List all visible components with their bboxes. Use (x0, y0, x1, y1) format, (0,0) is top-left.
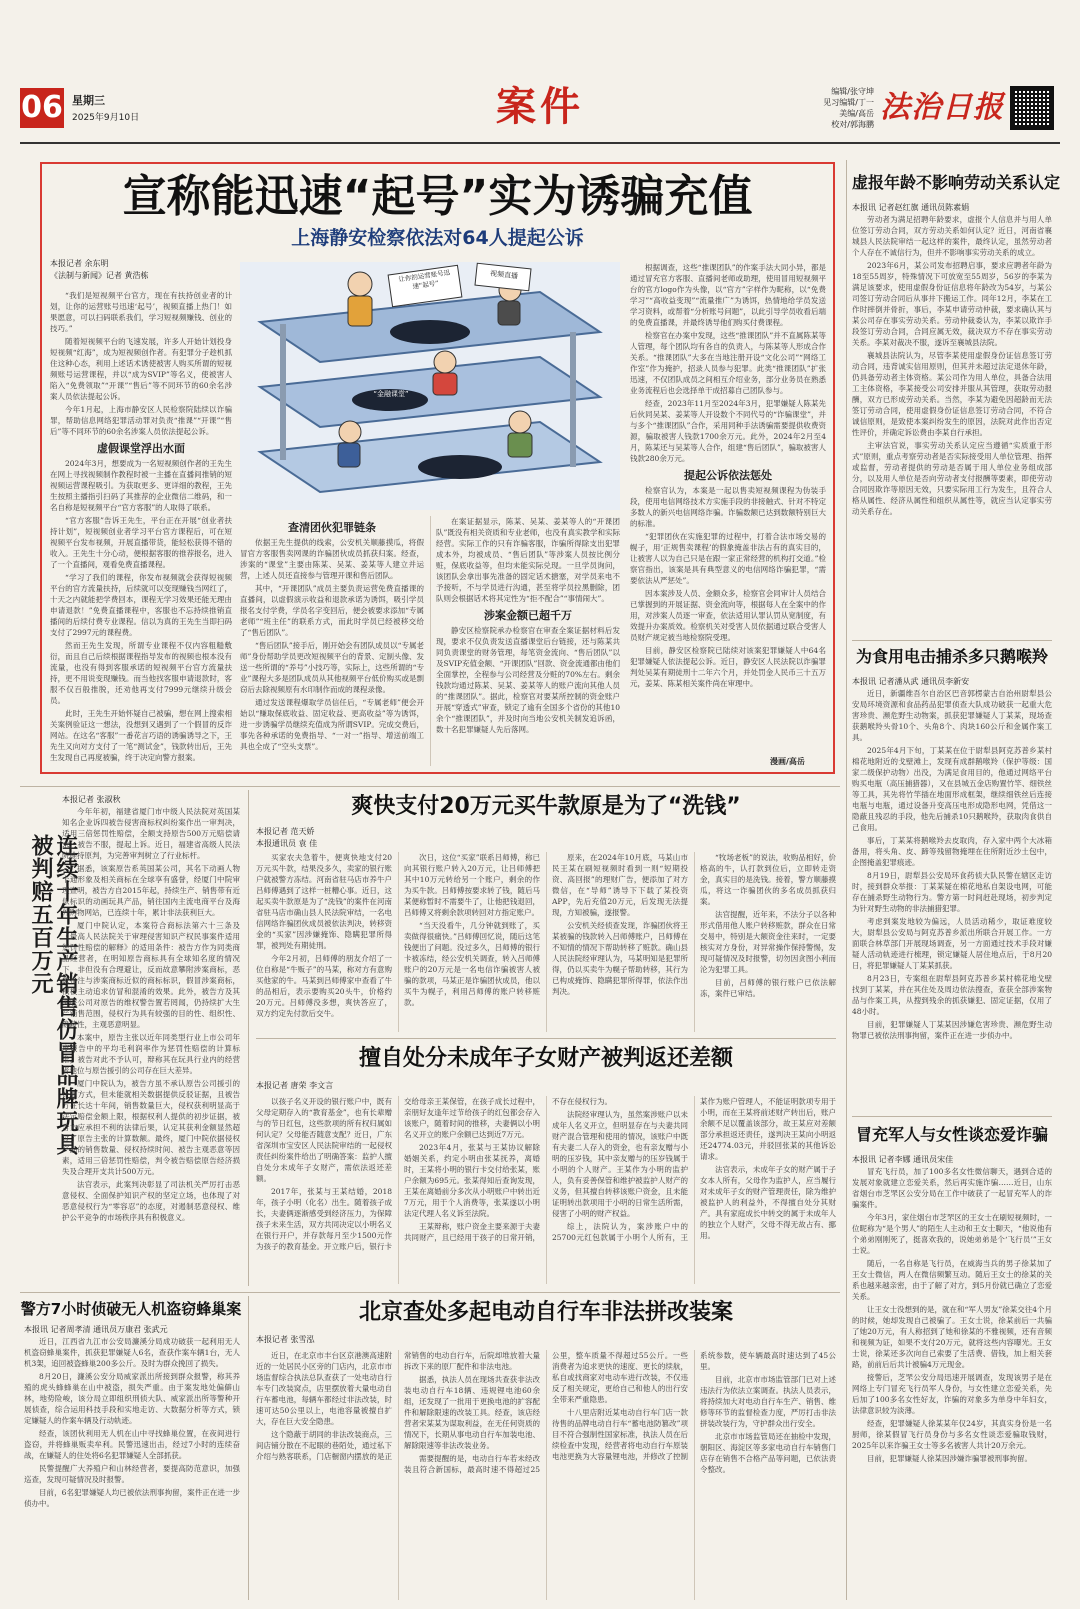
right-bottom-title: 冒充军人与女性谈恋爱诈骗 (855, 1125, 1048, 1144)
lead-subhead: 涉案金额已超千万 (484, 609, 572, 622)
paragraph: 目前，北京市市场监管部门已对上述违法行为依法立案调查。执法人员表示，将持续加大对电动自行车生产、销售、维修等环节的监督检查力度，严厉打击非法拼装改装行为，守护群众出行安全。 (700, 1375, 836, 1428)
column-rule (846, 160, 847, 1600)
paragraph: 2017年，张某与王某结婚，2018年，孩子小明（化名）出生。随着孩子成长，夫妻俩逐渐感受到经济压力，为保障孩子未来生活，双方共同决定以小明名义在银行开户，并存款每月至少1500元作为孩子的教育基金。开立账户后，银行卡交给母亲王某保管，在孩子成长过程中，亲朋好友逢年过节给孩子的红包都会存入该账户，随着时间的推移，夫妻俩以小明名义开立的账户余额已达到近7万元。 (256, 1097, 540, 1251)
paragraph: 买家农夫急着牛，便爽快地支付20万元买牛款，结果没多久，卖家的银行账户就被警方冻结。河南省驻马店市养牛户吕师傅遇到了这样一桩糟心事。近日，这起买卖牛款原是为了“洗钱”的案件在河南省驻马店市确山县人民法院审结，一名电信网络诈骗团伙成员被依法判决，转移资金的“买家”因涉嫌掩饰、隐瞒犯罪所得罪，被判处有期徒刑。 (256, 853, 392, 950)
lead-subhead: 提起公诉依法惩处 (684, 469, 772, 482)
paragraph: “售后团队”接手后，刚开始会有团队成员以“专属老师”身份帮助学员更改短视频平台的背景、定制头像、发送一些所谓的“养号”小技巧等，实际上，这些所谓的“专业”课程大多是团队成员从其他视频平台低价购买或是剽窃后去除视频原有水印制作而成的课程录像。 (240, 641, 425, 694)
lead-subtitle: 上海静安检察依法对64人提起公诉 (291, 227, 584, 249)
paragraph: 让王女士没想到的是，就在和“军人男友”徐某交往4个月的时候，她却发现自己被骗了。王女士说，徐某前后一共骗了她20万元，有人称招到了她和徐某的不雅视频，还有音频和视频为证，如果不支付20万元，就将这些内容曝光。王女士说，徐某还多次向自己索要了生活费、借钱，加上相关套路，前前后后共计被骗4万元现金。 (852, 1305, 1052, 1369)
paragraph: 法官提醒，近年来，不法分子以各种形式借用他人账户转移赃款，群众在日常交易中，特别是大额资金往来时，一定要核实对方身份，对异常操作保持警惕，发现可疑情况及时报警，切勿因贪图小利而沦为犯罪工具。 (700, 910, 836, 974)
paragraph: 厦门中院认为，被告方虽不承认原告公司援引的计算方式，但未能就相关数据提供反驳证据，且被告方在长达十年间，销售数量巨大，侵权获利明显高于法定赔偿金额上限，根据权利人提供的初步证据，被告方应承担不利的法律后果，认定其获利金额显然超过了原告主张的计算数额。最终，厦门中院依据侵权产品的销售数量、侵权持续时间、被告主观恶意等因素，适用三倍惩罚性赔偿，判令被告赔偿原告经济损失及合理开支共计500万元。 (62, 1079, 240, 1176)
cartoon-illustration (240, 262, 620, 510)
left-vertical-text (62, 794, 240, 1284)
lead-lower-text (240, 516, 620, 766)
illustration-sign: 让你的运营账号迅速“起号” (398, 268, 451, 291)
section-title: 案件 (496, 84, 584, 130)
section-rule (20, 1292, 840, 1293)
paragraph: 经查，该团伙利用无人机在山中寻找蜂巢位置，在夜间进行盗窃，并将蜂巢贩卖牟利。民警迅速出击，经过7小时的连续奋战，在嫌疑人的住处将6名犯罪嫌疑人全部抓获。 (24, 1429, 240, 1460)
paragraph: 目前，犯罪嫌疑人徐某因涉嫌诈骗罪被刑事拘留。 (867, 1454, 1032, 1463)
paragraph: 8月19日，尉犁县公安局环食药侦大队民警在辖区走访时，接到群众举报：丁某某疑在棉花地私自架设电网，可能存在捕杀野生动物行为。警方第一时间赶赴现场，初步判定为针对野生动物的非法捕猎犯罪。 (852, 871, 1052, 913)
paragraph: 根据调查，这些“推课团队”的作案手法大同小异，都是通过冒充官方客服、直播间老师或助理，使用冒用短视频平台的官方logo作为头像，以“官方”字样作为昵称，以“免费学习”“高收益变现”“流量推广”为诱饵，热情地给学员发送学习资料，或帮着“分析账号问题”，以此引导学员收看后端的免费直播课，并最终诱导他们购买付费课程。 (630, 263, 826, 327)
paragraph: 考虑到案发地较为偏远，人员活动稀少，取证难度较大，尉犁县公安局与阿克苏普乡派出所联合开展工作。一方面联合林草部门开展现场调查，另一方面通过技术手段对嫌疑人活动轨迹进行梳理，锁定嫌疑人居住地点后，于8月20日，将犯罪嫌疑人丁某某抓获。 (852, 917, 1052, 970)
paragraph: “学习了我们的课程，你发布视频就会获得短视频平台的官方流量扶持，后续就可以变现赚钱当网红了，十天之内就能把学费回本，课程无学习效果还能无理由申请退款！”免费直播课程中，客服也不忘持续推销直播间的后续付费专业课程。信以为真的王先生当即扫码支付了2997元的课程费。 (50, 573, 232, 637)
editor-credits (808, 86, 874, 130)
paragraph: 今年1月起，上海市静安区人民检察院陆续以诈骗罪，帮助信息网络犯罪活动罪对负责“推课”“开课”“售后”等不同环节的60余名涉案人员依法提起公诉。 (50, 405, 232, 436)
paragraph: 法官表示，未成年子女的财产属于子女本人所有，父母作为监护人，应当履行对未成年子女的财产管理责任，除为维护被监护人的利益外，不得擅自处分其财产。具有家庭成长中转交的属于未成年人的独立个人财产，父母不得无故占有、挪用。 (700, 1165, 836, 1240)
reporter-line: 本报讯 记者赵红旗 通讯员陈素娟 (852, 203, 970, 212)
paragraph: “我们是短视频平台官方，现在有扶持创业者的计划，让你的运营账号迅速‘起号’，视频直播上热门！如果愿意，可以扫码联系我们，学习短视频赚钱、创业的技巧。” (50, 291, 232, 333)
paragraph: 经查，犯罪嫌疑人徐某某年仅24岁，其真实身份是一名厨师，徐某假冒飞行员身份与多名女性谈恋爱骗取钱财，2025年以来诈骗王女士等多名被害人共计20万余元。 (852, 1419, 1052, 1450)
bottom-main-byline: 本报记者 张雪泓 (256, 1335, 315, 1344)
paragraph: 事后，丁某某将鹅喉羚去皮取肉，存入家中两个大冰箱备用，将头角、皮、蹄等残留物掩埋在住所附近沙土包中，企图掩盖犯罪痕迹。 (852, 836, 1052, 867)
paragraph: 2024年3月，想要成为一名短视频创作者的王先生在网上寻找视频制作教程时被一主播在直播间推销的短视频运营课程吸引。为获取更多、更详细的教程，王先生按照主播指引扫码了其推荐的企业微信二维码，和一名自称是短视频平台“官方客服”的人取得了联系。 (50, 459, 232, 512)
paragraph: “当天没看牛，几分钟就到账了，买卖做得很痛快。”吕师傅回忆说，随后这笔钱便出了问题。没过多久，吕师傅的银行卡被冻结，经公安机关调查，转入吕师傅账户的20万元是一名电信诈骗被害人被骗的款项，马某正是诈骗团伙成员，他以买牛为幌子，利用吕师傅的账户转移赃款。 (404, 921, 540, 1007)
paragraph: 随后，一名自称是飞行员，在威海当兵的男子徐某加了王女士微信，两人在微信频繁互动。随后王女士的徐某的关系也越来越亲密，由于了解了对方，到5月份就已确立了恋爱关系。 (852, 1259, 1052, 1301)
paragraph: 通过发送课程爆取学员信任后，“专属老师”便会开始以“赚取保底收益、固定收益、更高收益”等为诱饵，进一步诱骗学员继续充值成为所谓SVIP。完成交费后，事先各种承诺的免费指导、“一对一”指导、增送前端工具也全成了“空头支票”。 (240, 698, 424, 751)
paragraph: 静安区检察院承办检察官在审查全案证据材料后发现，要求不仅负责发送直播课堂后台链接，还与陈某共同负责课堂的财务管理，每笔资金流向、“售后团队”以及SVIP充值金额、“开课团队”回款、资金流通都由他们全面掌控，全程参与公司经营及分赃的70%左右。剩余钱款均通过陈某、吴某、姜某等人的账户流向其他人员的“推课团队”。据此，检察官对要某所控制的资金账户开展“穿透式”审查，锁定了逾有全国多个省份的其他10余个“推课团队”，并及时向当地公安机关制发追诉函，数十名犯罪嫌疑人先后落网。 (436, 626, 620, 734)
reporter-line: 本报讯 记者李娜 通讯员宋佳 (852, 1155, 954, 1164)
paragraph: 厦门中院认定，本案符合商标法第六十三条及《最高人民法院关于审理侵害知识产权民事案件适用惩罚性赔偿的解释》的适用条件：被告方作为同类商品经营者，在明知原告商标具有全球知名度的情况下，非但没有合理避让，反而故意攀附涉案商标，恶意抢注与涉案商标近似的商标标识，假冒涉案商标，积极主动追求仿冒和混淆的效果。此外，被告方及其关联公司对原告的维权警告置若罔闻，仍持续扩大生产销售范围，侵权行为具有较强的目的性、组织性、隐蔽性，主观恶意明显。 (62, 921, 240, 1029)
issue-weekday: 星期三 (72, 94, 105, 107)
paragraph: 以孩子名义开设的银行账户中，既有父母定期存入的“教育基金”，也有长辈赠与的节日红包，这些款项的所有权归属如何认定？父母能否随意支配？近日，广东省深圳市宝安区人民法院审结的一起侵权责任纠纷案件给出了明确答案：监护人擅自处分未成年子女财产，需依法返还差额。 (256, 1097, 392, 1183)
paragraph: 因本案涉及人员、金额众多，检察官会同审计人员结合已掌握到的开展证据、资金流向等，根据每人在全案中的作用，对涉案人员逐一审查，依法适用认罪认罚从宽制度，有效提升办案质效。检察机关对受害人员依据通过联合受害人员财产规定被当地检察院受理。 (630, 589, 826, 642)
mid-article1-text (256, 852, 836, 1032)
illustration-credit: 漫画/高岳 (770, 757, 805, 766)
paragraph: 法官表示，此案判决彰显了司法机关严厉打击恶意侵权、全面保护知识产权的坚定立场，也体现了对恶意侵权行为“零容忍”的态度，对遏制恶意侵权、维护公平竞争的市场秩序具有积极意义。 (62, 1180, 240, 1222)
paragraph: 8月23日，专案组在尉犁县阿克苏普乡某村棉花地戈壁找到丁某某，并在其住处及周边依法搜查，查获全部涉案物品与作案工具，从搜到残余的抓获嫌犯、固定证据，仅用了48小时。 (852, 974, 1052, 1016)
paragraph: 随着短视频平台的飞速发展，许多人开始计划投身短视频“红海”，成为短视频创作者。有犯罪分子趁机抓住这种心态，利用上述话术诱使被害人购买所谓的短视频账号运营课程，并以“成为SVIP”等名义，使被害人陷入“免费领取”“开课”“售后”等不同环节的60余名涉案人员依法提起公诉。 (50, 337, 232, 401)
reporter-line: 本报讯 记者周孝清 通讯员万康君 张武元 (24, 1325, 168, 1334)
reporter-line: 本报讯 记者潘从武 通讯员李新安 (852, 677, 970, 686)
paragraph: “官方客服”告诉王先生，平台正在开展“创业者扶持计划”，短视频创业者学习平台官方课程后，可在短视频平台发布视频，开展直播带货，能轻松获得不错的收入。王先生十分心动，便根据客服的推荐报名，进入了一个直播间，观看免费直播课程。 (50, 516, 232, 569)
column-rule (248, 790, 249, 1286)
paragraph: 8月20日，濂溪公安分局威家派出所接到群众报警，称其养殖的虎头蜂蜂巢在山中被盗，损失严重。由于案发地处偏僻山林，地势险峻，该分局立即组织刑侦大队、威家派出所等警种开展侦查，综合运用科技手段和实地走访、大数据分析等方式，锁定嫌疑人的作案车辆及行动轨迹。 (24, 1372, 240, 1425)
lead-intro-text (50, 290, 232, 762)
illustration-sign: “金融课堂” (373, 390, 409, 398)
paragraph: 检察官认为，本案是一起以售卖短视频课程为伪装手段，使用电信网络技术方实施手段的非接触式、针对不特定多数人的新兴电信网络诈骗。诈骗数额已达到数额特别巨大的标准。 (630, 486, 826, 528)
paragraph: 襄城县法院认为，尽管李某使用虚假身份证信息签订劳动合同，违背诚实信用原则，但其并未超过法定退休年龄，仍具备劳动者主体资格。某公司作为用人单位，具备合法用工主体资格，李某接受公司安排并服从其管理，获取劳动报酬，双方已形成劳动关系。当然，李某为避免因超龄而无法签订劳动合同，使用虚假身份证信息签订劳动合同，不符合诚信原则，是致使本案纠纷发生的原因，法院对此作出否定性评价，并确定诉讼费由李某自行承担。 (852, 351, 1052, 437)
paragraph: 在案证据显示，陈某、吴某、姜某等人的“开课团队”既没有相关资质和专业老师，也没有真实教学和实际经营。实际工作的只有诈骗客服，诈骗所得除支出犯罪成本外，均被成员、“售后团队”等涉案人员按比例分赃，保底收益等，但均未能实际兑现。一旦学员询问，该团队会拿出事先准备的固定话术搪塞，对学员来电不予接听，不与学员进行沟通，甚至将学员拉黑删除，团队则会根据话术将其定性为“拒不配合”“事情闹大”。 (436, 517, 620, 603)
paragraph: 公安机关经侦查发现，诈骗团伙将王某被骗的钱款转入吕师傅账户，吕师傅在不知情的情况下帮助转移了赃款。确山县人民法院经审理认为，马某明知是犯罪所得，仍以买卖牛为幌子帮助转移，其行为已构成掩饰、隐瞒犯罪所得罪，依法作出判决。 (552, 921, 688, 996)
paragraph: 依据王先生提供的线索，公安机关顺藤摸瓜，将假冒官方客服售卖网课的诈骗团伙成员抓获归案。经查，涉案的“课堂”主要由陈某、吴某、姜某等人建立并运营，上述人员还直接参与管理开课和售后团队。 (240, 538, 424, 580)
lead-subhead: 查清团伙犯罪链条 (288, 521, 376, 534)
paragraph: 然而王先生发现，所谓专业课程不仅内容粗糙敷衍，而且自己后续根据课程指导发布的视频也根本没有流量，也没有得到客服承诺的短视频平台官方流量扶持，更不用说变现赚钱。而当他找客服申请退款时，客服不仅百般推脱，还劝他再支付7999元继续升级会员。 (50, 641, 232, 705)
paragraph: 这个隐蔽于胡同的非法改装商点，三间店铺分散在不起眼的巷陌处，通过私下介绍与熟客联系，门店橱窗内摆放的是正常销售的电动自行车，后院却堆放着大量拆改下来的原厂配件和非法电池。 (256, 1351, 540, 1461)
editor-line: 见习编辑/丁一 (823, 98, 874, 107)
right-mid-text (852, 676, 1052, 1108)
mid-article2-title: 擅自处分未成年子女财产被判返还差额 (358, 1046, 733, 1071)
masthead-logo: 法治日报 (880, 90, 1004, 125)
illustration-sign: 视频直播 (489, 269, 519, 281)
right-top-title: 虚报年龄不影响劳动关系认定 (852, 173, 1061, 192)
editor-line: 美编/高岳 (839, 109, 874, 118)
paragraph: 北京市市场监管局还在抽检中发现，朝阳区、海淀区等多家电动自行车销售门店存在销售不合格产品等问题，已依法责令整改。 (700, 1432, 836, 1474)
bottom-main-text (256, 1350, 836, 1600)
paragraph: 经查，2023年11月至2024年3月，犯罪嫌疑人陈某先后伙同吴某、姜某等人开设数个不同代号的“诈骗课堂”，并与多个“推课团队”合作，采用同种手法诱骗需要提供收费资源，骗取被害人钱款1700余万元。此外，2024年2月至4月，陈某还与吴某等人合作，组建“售后团队”，骗取被害人钱款280余万元。 (630, 399, 826, 463)
paragraph: 综上，法院认为，案涉账户中的25700元红包款属于小明个人所有，王某作为账户管理人，不能证明款项专用于小明，而在王某将前述财产转出后，账户余额不足以覆盖该部分，故王某应对差额部分承担返还责任，遂判决王某向小明返还24774.03元，并驳回张某的其他诉讼请求。 (552, 1097, 836, 1242)
column-rule (248, 1296, 249, 1600)
reporter-line: 本报记者 张淑秋 (62, 795, 121, 804)
bottom-main-title: 北京查处多起电动自行车非法拼改装案 (358, 1300, 733, 1325)
paragraph: 法院经审理认为，虽然案涉账户以未成年人名义开立，但明显存在与夫妻共同财产混合管理和使用的情况，该账户中既有夫妻二人存入的资金，也有亲友赠与小明的压岁钱，其中亲友赠与的压岁钱属于小明的个人财产。王某作为小明的监护人，负有妥善保管和维护被监护人财产的义务，但其擅自转移该账户资金，且未能证明转出款项用于小明的日常生活所需，侵害了小明的财产权益。 (552, 1110, 688, 1218)
lead-byline (50, 258, 230, 282)
right-mid-title: 为食用电击捕杀多只鹅喉羚 (855, 647, 1048, 666)
paragraph: 目前，静安区检察院已陆续对该案犯罪嫌疑人中64名犯罪嫌疑人依法提起公诉。近日，静安区人民法院以诈骗罪判处吴某有期徒刑十二年六个月，并处罚金人民币三十五万元，姜某、陈某相关案件尚在审理中。 (630, 646, 826, 688)
paragraph: 此时，王先生开始怀疑自己被骗，想在网上搜索相关案例验证这一想法，没想到又遇到了一个假冒的反诈网站。在这名“客服”一番花言巧语的诱骗诱导之下，王先生又向对方支付了一笔“测试金”，钱款转出后，王先生发现自己再度被骗，终于决定向警方报案。 (50, 709, 232, 762)
paragraph: 2025年4月下旬，丁某某在位于尉犁县阿克苏普乡某村棉花地附近的戈壁滩上，发现有成群鹅喉羚（保护等级：国家二级保护动物）出没，为满足食用目的，他通过网络平台购买电瓶（高压捕猎器），又在县城五金店购置竹竿、细铁丝等工具，其先将竹竿插在地面形成框架，继续细铁丝后连接电瓶与电瓶，通过设备升变高压电形成隐形电网，凭借这一隐蔽且残忍的手段，他先后捕杀10只鹅喉羚，获取肉食供自己食用。 (852, 746, 1052, 832)
lead-title: 宣称能迅速“起号”实为诱骗充值 (122, 171, 753, 222)
paragraph: 据悉，该案原告系英国某公司，其名下动画人物卡通形象及相关商标在全球享有盛誉，经厦门中院审理查明，被告方自2015年起，持续生产、销售带有近似标识的动画玩具产品，销往国内主流电商平台及海外购物网站，已连续十年，累计非法获利巨大。 (62, 864, 240, 917)
paragraph: 劳动者为满足招聘年龄要求，虚报个人信息并与用人单位签订劳动合同，双方劳动关系如何认定？近日，河南省襄城县人民法院审结一起这样的案件，最终认定，虽然劳动者个人存在不诚信行为，但并不影响事实劳动关系的成立。 (852, 215, 1052, 257)
qr-code-icon (1010, 86, 1054, 130)
left-vertical-title: 连续十年生产销售仿冒品牌玩具被判赔五百万元 (28, 834, 78, 1156)
mid-article1-title: 爽快支付20万元买牛款原是为了“洗钱” (351, 794, 741, 819)
paragraph: 王某辩称，账户资金主要来源于夫妻共同财产，且已经用于孩子的日常开销，不存在侵权行为。 (404, 1097, 612, 1242)
mid-article1-byline (256, 826, 356, 850)
reporter-line: 本报记者 余东明 (50, 259, 109, 268)
paragraph: 近日，在北京市丰台区京港澳高速附近的一处居民小区旁的门店内，北京市市场监督综合执法总队查获了一处电动自行车专门改装窝点，店里摆放着大量电动自行车蓄电池，每辆车都经过非法改装，时速可达50公里以上，电池容量被擅自扩大，存在巨大安全隐患。 (256, 1351, 392, 1426)
section-rule (852, 1116, 1052, 1117)
paragraph: 目前，犯罪嫌疑人丁某某因涉嫌危害珍贵、濒危野生动物罪已被依法刑事拘留，案件正在进一步侦办中。 (852, 1020, 1052, 1040)
paragraph: 近日，江西省九江市公安局濂溪分局成功破获一起利用无人机盗窃蜂巢案件，抓获犯罪嫌疑人6名，查获作案车辆1台，无人机3架，追回被盗蜂巢200多公斤。及时为群众挽回了损失。 (24, 1337, 240, 1368)
paragraph: 2023年6月，某公司发布招聘启事，要求应聘者年龄为18至55周岁，特殊情况下可放宽至55周岁，56岁的李某为满足该要求，使用虚假身份证信息将年龄改为54岁，与某公司签订劳动合同后从事井下搬运工作。同年12月，李某在工作时摔倒并骨折，事后，李某申请劳动仲裁，要求确认其与某公司存在事实劳动关系。劳动仲裁委认为，李某以欺诈手段签订劳动合同，合同应属无效，裁决双方不存在事实劳动关系。李某对裁决不服，遂诉至襄城县法院。 (852, 261, 1052, 347)
paragraph: 目前，吕师傅的银行账户已依法解冻，案件已审结。 (700, 978, 836, 998)
issue-date: 2025年9月10日 (72, 113, 140, 123)
paragraph: 接警后，芝罘公安分局迅速开展调查，发现该男子是在网络上专门冒充飞行员军人身份，与女性建立恋爱关系，先后加了100多名女性好友，诈骗的对象多为单身中年妇女，法律意识较为淡薄。 (852, 1373, 1052, 1415)
paragraph: 近日，新疆维吾尔自治区巴音郭楞蒙古自治州尉犁县公安局环境资源和食品药品犯罪侦查大队成功破获一起重大危害珍贵、濒危野生动物案，抓获犯罪嫌疑人丁某某，现场查获鹅喉羚头骨10个、头角8个、肉块160公斤和金属作案工具。 (852, 689, 1052, 742)
paragraph: 目前，6名犯罪嫌疑人均已被依法刑事拘留，案件正在进一步侦办中。 (24, 1488, 240, 1508)
paragraph: 主审法官说，事实劳动关系认定应当遵循“实质重于形式”原则，重点考察劳动者是否实际接受用人单位管理、指挥或监督，劳动者提供的劳动是否属于用人单位业务组成部分，以及用人单位是否向劳动者支付报酬等要素，即使劳动合同因欺诈等原因无效，只要实际用工行为发生，且符合人格从属性、经济从属性和组织从属性等，就应当认定事实劳动关系存在。 (852, 441, 1052, 516)
page-number: 06 (20, 88, 64, 128)
paragraph: 本案中，原告主张以近年同类型行业上市公司年度报告中的平均毛利润率作为惩罚性赔偿的计算标准，被告对此不予认可，辩称其在玩具行业内的经营者地位与原告援引的公司存在巨大差异。 (62, 1033, 240, 1075)
right-bottom-text (852, 1154, 1052, 1598)
section-rule (256, 1038, 836, 1039)
reporter-line: 《法制与新闻》记者 黄浩栋 (50, 271, 149, 280)
lead-subhead: 虚假课堂浮出水面 (97, 442, 185, 455)
paragraph: 其中，“开课团队”成员主要负责运营免费直播课的直播间，以虚假演示收益和退款承诺为诱饵，吸引学员报名支付学费，学员名字变回后，便会被要求添加“专属老师”“班主任”的联系方式，而此时学员已经被移交给了“售后团队”。 (240, 584, 424, 637)
editor-line: 校对/郭海鹏 (831, 120, 874, 129)
right-top-text (852, 202, 1052, 632)
paragraph: 今年3月，家住烟台市芝罘区的王女士在刷短视频时，一位昵称为“是个男人”的陌生人主动和王女士聊天，“他说他有个弟弟刚刚死了，挺喜欢我的，说她弟弟是个‘飞行员’”王女士说。 (852, 1213, 1052, 1255)
header-rule (20, 142, 1060, 144)
paragraph: 今年2月初，吕师傅的朋友介绍了一位自称是“牛贩子”的马某，称对方有意购买他家的牛。马某到吕师傅家中查看了牛的品相后，表示要购买20头牛，价格约20万元。吕师傅没多想，爽快答应了，双方约定先付款后交牛。 (256, 954, 392, 1018)
paragraph: 十八里店附近某电动自行车门店一款待售的品牌电动自行车“蓄电池防篡改”项目不符合强制性国家标准，执法人员在后续检查中发现，经营者将电动自行车原装电池更换为大容量锂电池，并修改了控制系统参数，使车辆最高时速达到了45公里。 (552, 1351, 836, 1461)
reporter-line: 本报通讯员 袁 佳 (256, 839, 318, 848)
paragraph: 需要提醒的是，电动自行车若未经改装且符合新国标，最高时速不得超过25公里，整车质量不得超过55公斤。一些消费者为追求更快的速度、更长的续航，私自或找商家对电动车进行改装，不仅违反了相关规定，更给自己和他人的出行安全带来严重隐患。 (404, 1351, 688, 1474)
reporter-line: 本报记者 范天娇 (256, 827, 315, 836)
section-rule (852, 640, 1052, 641)
paragraph: 民警提醒广大养殖户和山林经营者，要提高防范意识，加强巡查，发现可疑情况及时报警。 (24, 1464, 240, 1484)
paragraph: 2023年4月，张某与王某协议解除婚姻关系，约定小明由张某抚养，离婚时，王某将小明的银行卡交付给张某，账户余额为695元。张某得知后查询发现，王某在离婚前分多次从小明账户中转出近7万元，用于个人消费等，张某遂以小明法定代理人名义诉至法院。 (404, 1143, 540, 1218)
paragraph: “犯罪团伙在实施犯罪的过程中，打着合法市场交易的幌子，用‘正规售卖课程’的假象掩盖非法占有的真实目的，让被害人以为自己只是在跟一家正常经营的机构打交道。”检察官指出，该案是具有典型意义的电信网络诈骗犯罪，“需要依法从严惩处”。 (630, 532, 826, 585)
paragraph: 今年年初，福建省厦门市中级人民法院对英国某知名企业诉四被告侵害商标权纠纷案作出一审判决，适用三倍惩罚性赔偿，全额支持原告500万元赔偿请求，被告不服，提起上诉。近日，福建省高级人民法院维持原判，为完善审判树立了行业标杆。 (62, 807, 240, 860)
section-rule (20, 786, 840, 787)
bottom-left-title: 警方7小时侦破无人机盗窃蜂巢案 (20, 1300, 242, 1318)
lead-right-text (630, 262, 826, 767)
paragraph: 次日，这位“买家”联系吕师傅，称已向其银行账户转入20万元，让吕师傅把其中10万元转给另一个账户，剩余的作为买牛款。吕师傅按要求转了钱，随后马某便称暂时不需要牛了，让他把钱退回，吕师傅又将剩余款项转回对方指定账户。 (404, 853, 540, 917)
editor-line: 编辑/张守坤 (831, 87, 874, 96)
paragraph: “牧场老板”的说法，收购品相好，价格高的牛，认打款到位后，立即转走资金，真实目的是洗钱。接着，警方顺藤摸瓜，将这一诈骗团伙的多名成员抓获归案。 (700, 853, 836, 906)
mid-article2-text (256, 1096, 836, 1284)
lead-illustration (240, 262, 620, 510)
paragraph: 原来，在2024年10月底，马某山市民王某在刷短视频时看到一则“短期投资、高回报”的理财广告，便添加了对方微信，在“导师”诱导下下载了某投资APP，先后充值20万元，后发现无法提现，方知被骗，遂报警。 (552, 853, 688, 917)
paragraph: 检察官在办案中发现，这些“推课团队”并不直属陈某等人管理，每个团队均有各自的负责人，与陈某等人形成合作关系。“推课团队”大多在当地注册开设“文化公司”“网络工作室”作为掩护，招录人员参与犯罪。此类“推课团队”扩张迅速，不仅团队成员之间相互介绍业务，部分业务员在熟悉业务流程后也会选择单干成招募自己团队参与。 (630, 331, 826, 395)
paragraph: 冒充飞行员，加了100多名女性微信聊天，遇到合适的发展对象就建立恋爱关系，然后再实施诈骗……近日，山东省烟台市芝罘区公安分局在工作中破获了一起冒充军人的诈骗案件。 (852, 1167, 1052, 1209)
bottom-left-text (24, 1324, 240, 1600)
paragraph: 据悉，执法人员在现场共查获非法改装电动自行车18辆、违规锂电池60余组，还发现了一批用于更换电池的扩容配件和解除限速的改装工具。经查，该店经营者宋某某为谋取利益，在无任何资质的情况下，长期从事电动自行车加装电池、解除限速等非法改装业务。 (404, 1375, 540, 1450)
mid-article2-byline: 本报记者 唐荣 李文言 (256, 1081, 334, 1090)
